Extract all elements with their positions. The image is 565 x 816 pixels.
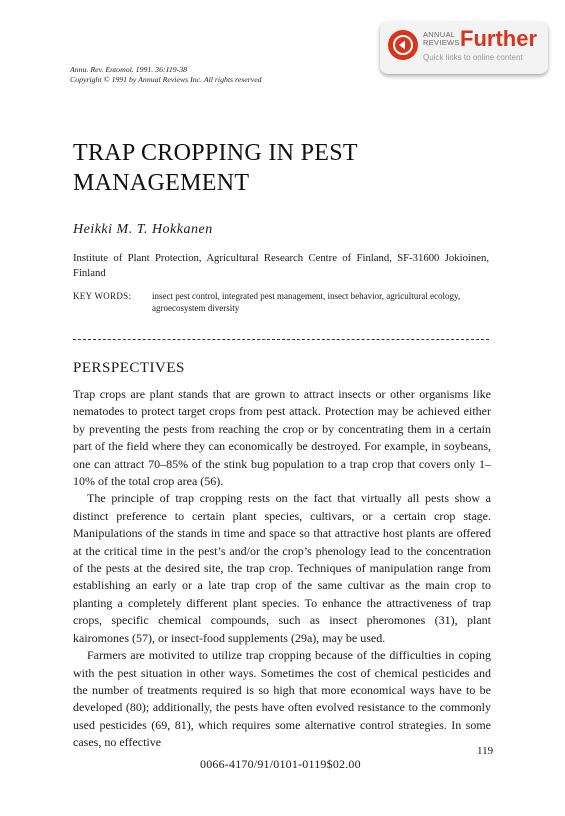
body-text: [73, 386, 491, 752]
badge-tagline: Quick links to online content: [423, 53, 523, 62]
section-heading: PERSPECTIVES: [73, 360, 185, 376]
author-name: Heikki M. T. Hokkanen: [73, 222, 213, 237]
further-label: Further: [460, 26, 537, 51]
paragraph: Trap crops are plant stands that are grown to attract insects or other organisms like nematodes to protect target crops from pest attack. Protection may be achieved either by preventing the pests from reaching the crop or by concentrating them in a certain part of the field where they can economically be destroyed. For example, in soybeans, one can attract 70–85% of the stink bug population to a trap crop that covers only 1–10% of the total crop area (56).: [73, 387, 491, 489]
journal-citation: [70, 65, 262, 85]
paragraph: Farmers are motivited to utilize trap cropping because of the difficulties in coping with the pest situation in other ways. Sometimes the cost of chemical pesticides and the number of treatments required is so high that more economical ways have to be developed (80); additionally, the pests have often evolved resistance to the commonly used pesticides (69, 81), which requires some alternative control strategies. In some cases, no effective: [73, 648, 491, 750]
page-number: 119: [477, 745, 494, 757]
citation-line-1: Annu. Rev. Entomol. 1991. 36:119-38: [70, 65, 188, 74]
keywords-text: insect pest control, integrated pest management, insect behavior, agricultural ecology, agroecosystem diversity: [152, 291, 461, 313]
annual-reviews-logo-text: ANNUAL REVIEWS: [423, 30, 460, 47]
footer-code: 0066-4170/91/0101-0119$02.00: [200, 757, 361, 771]
further-badge[interactable]: [380, 22, 548, 74]
citation-line-2: Copyright © 1991 by Annual Reviews Inc. All rights reserved: [70, 75, 262, 84]
paragraph: The principle of trap cropping rests on the fact that virtually all pests show a distinct preference to certain plant species, cultivars, or a certain crop stage. Manipulations of the stands in time and space so that attractive host plants are offered at the critical time in the pest’s and/or the crop’s phenology lead to the concentration of the pests at the desired site, the trap crop. Techniques of manipulation range from establishing an early or a late trap crop of the same cultivar as the main crop to planting a completely different plant species. To enhance the attractiveness of trap crops, specific chemical compounds, such as insect pheromones (31), plant kairomones (57), or insect-food supplements (29a), may be used.: [73, 491, 491, 645]
arrow-left-icon: [388, 30, 418, 60]
author-affiliation: Institute of Plant Protection, Agricultural Research Centre of Finland, SF-31600 Jokioinen, Finland: [73, 252, 489, 279]
article-title: TRAP CROPPING IN PEST MANAGEMENT: [73, 140, 358, 196]
section-divider: [73, 339, 489, 340]
keywords-label: KEY WORDS:: [73, 291, 132, 301]
